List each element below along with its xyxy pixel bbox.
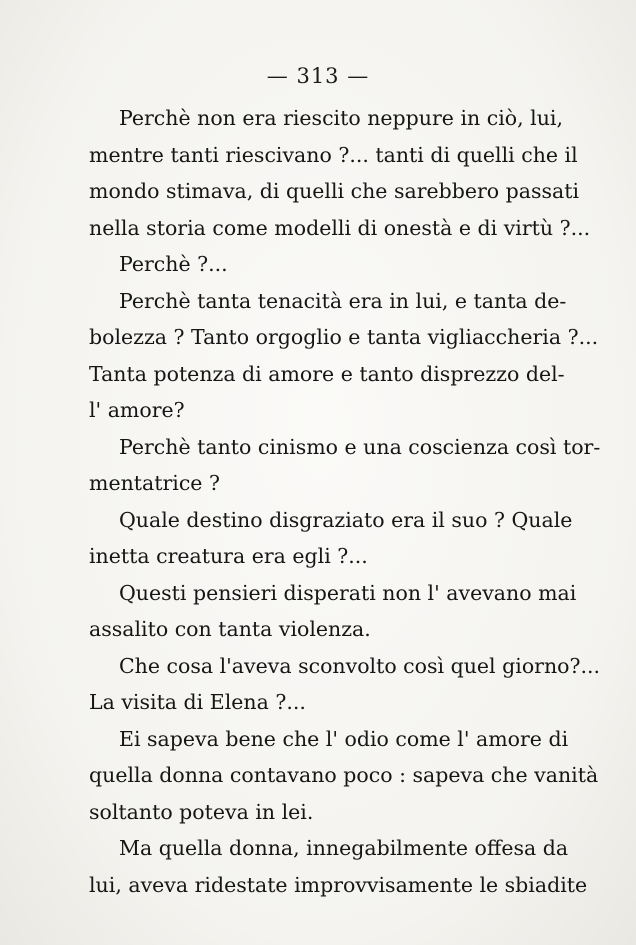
body-text [89, 100, 601, 903]
text-line: Quale destino disgraziato era il suo ? Quale [119, 507, 573, 532]
text-line: l' amore? [89, 398, 185, 422]
text-line: mondo stimava, di quelli che sarebbero passati [89, 179, 580, 203]
text-line: Perchè non era riescito neppure in ciò, lui, [119, 106, 563, 130]
text-line: lui, aveva ridestate improvvisamente le sbiadite [89, 872, 588, 897]
text-line: Tanta potenza di amore e tanto disprezzo del- [89, 361, 565, 386]
text-line: Perchè ?... [119, 252, 228, 276]
text-line: quella donna contavano poco : sapeva che vanità [89, 763, 599, 787]
text-line: Ma quella donna, innegabilmente offesa da [119, 836, 569, 860]
text-line: La visita di Elena ?... [89, 690, 306, 714]
text-line: Questi pensieri disperati non l' avevano mai [119, 580, 577, 605]
text-line: bolezza ? Tanto orgoglio e tanta vigliaccheria ?... [89, 325, 599, 349]
text-line: Perchè tanta tenacità era in lui, e tanta de- [119, 288, 567, 313]
text-line: mentre tanti riescivano ?... tanti di quelli che il [89, 142, 578, 167]
text-line: soltanto poteva in lei. [89, 799, 314, 824]
text-line: mentatrice ? [89, 471, 220, 495]
page-number: — 313 — [266, 64, 370, 88]
text-line: Ei sapeva bene che l' odio come l' amore di [119, 726, 569, 751]
text-line: nella storia come modelli di onestà e di virtù ?... [89, 215, 591, 240]
text-line: assalito con tanta violenza. [89, 617, 371, 641]
text-line: inetta creatura era egli ?... [89, 544, 368, 568]
text-line: Perchè tanto cinismo e una coscienza così tor- [119, 434, 601, 459]
text-line: Che cosa l'aveva sconvolto così quel giorno?... [119, 653, 601, 678]
